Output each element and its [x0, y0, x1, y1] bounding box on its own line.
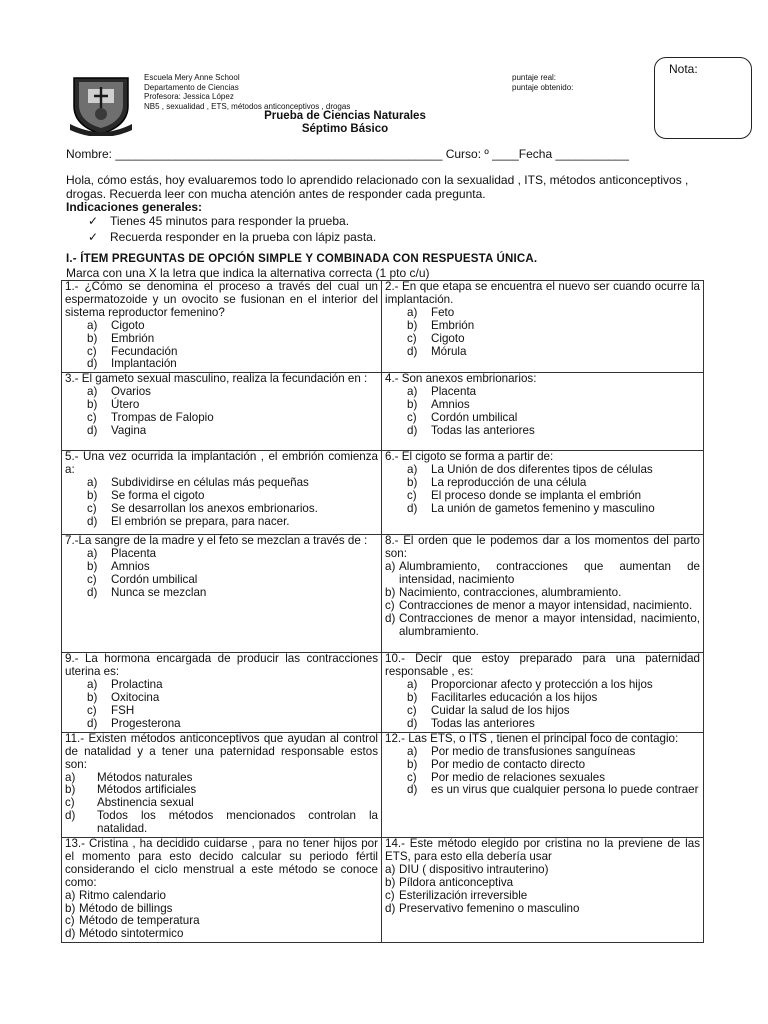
answer-option[interactable] [385, 877, 700, 890]
option-letter: a) [407, 305, 418, 319]
option-text: Método de billings [79, 901, 173, 915]
option-text: Ovarios [111, 385, 151, 399]
option-letter: d) [87, 716, 98, 730]
option-letter: c) [385, 598, 395, 612]
question-cell-14 [382, 838, 704, 943]
question-row [62, 732, 704, 837]
option-text: Feto [431, 305, 455, 319]
answer-option[interactable] [385, 864, 700, 877]
option-letter: b) [407, 398, 418, 412]
answer-option[interactable] [385, 561, 700, 587]
question-text: 7.-La sangre de la madre y el feto se mezclan a través de : [65, 534, 368, 548]
option-letter: a) [407, 463, 418, 477]
score-real-label: puntaje real: [512, 73, 557, 82]
option-letter: a) [407, 385, 418, 399]
answer-options [87, 477, 378, 529]
option-text: Abstinencia sexual [97, 796, 194, 810]
answer-option[interactable] [87, 358, 378, 371]
option-letter: d) [87, 585, 98, 599]
answer-options [65, 890, 378, 942]
answer-option[interactable] [87, 718, 378, 731]
option-text: Métodos artificiales [97, 783, 197, 797]
option-letter: c) [87, 501, 97, 515]
option-letter: d) [385, 611, 396, 625]
teacher: Profesora: Jessica López [144, 92, 234, 102]
option-text: Por medio de relaciones sexuales [431, 770, 606, 784]
answer-option[interactable] [385, 587, 700, 600]
score-obtained-label: puntaje obtenido: [512, 83, 574, 92]
option-text: Píldora anticonceptiva [399, 875, 514, 889]
option-text: Embrión [111, 331, 155, 345]
option-letter: b) [87, 398, 98, 412]
question-cell-7 [62, 535, 382, 653]
checkmark-icon: ✓ [88, 214, 99, 228]
option-text: La Unión de dos diferentes tipos de células [431, 463, 653, 477]
option-letter: c) [407, 770, 417, 784]
school-name: Escuela Mery Anne School [144, 73, 240, 82]
question-text: 9.- La hormona encargada de producir las contracciones uterina es: [65, 652, 378, 679]
option-letter: a) [65, 770, 76, 784]
question-text: 6.- El cigoto se forma a partir de: [385, 450, 554, 464]
option-text: Método sintotermico [79, 927, 184, 941]
option-letter: d) [407, 783, 418, 797]
option-letter: c) [87, 411, 97, 425]
answer-options [385, 561, 700, 638]
answer-option[interactable] [87, 320, 378, 333]
section-instruction: Marca con una X la letra que indica la alternativa correcta (1 pto c/u) [66, 266, 430, 280]
question-cell-5 [62, 451, 382, 535]
option-text: Trompas de Falopio [111, 411, 214, 425]
option-letter: d) [407, 501, 418, 515]
option-letter: a) [65, 888, 76, 902]
option-letter: a) [385, 862, 396, 876]
answer-option[interactable] [385, 903, 700, 916]
option-letter: c) [87, 573, 97, 587]
option-text: Placenta [111, 547, 157, 561]
answer-option[interactable] [65, 928, 378, 941]
option-letter: c) [87, 344, 97, 358]
question-row [62, 535, 704, 653]
answer-options [87, 548, 378, 600]
question-cell-2 [382, 281, 704, 373]
option-letter: d) [65, 809, 76, 823]
answer-options [407, 679, 700, 731]
answer-options [407, 746, 700, 798]
option-text: Embrión [431, 318, 475, 332]
question-cell-11 [62, 732, 382, 837]
grade-label: Nota: [669, 62, 698, 76]
question-cell-13 [62, 838, 382, 943]
answer-option[interactable] [407, 759, 700, 772]
option-text: Implantación [111, 357, 177, 371]
answer-option[interactable] [385, 600, 700, 613]
answer-option[interactable] [407, 346, 700, 359]
option-letter: b) [87, 560, 98, 574]
answer-option[interactable] [407, 503, 700, 516]
option-letter: b) [407, 691, 418, 705]
question-cell-10 [382, 653, 704, 732]
option-letter: c) [407, 489, 417, 503]
indications-list [88, 213, 376, 245]
answer-options [87, 679, 378, 731]
option-letter: d) [87, 514, 98, 528]
option-text: Subdividirse en células más pequeñas [111, 476, 309, 490]
option-text: Cordón umbilical [111, 573, 198, 587]
questions-table [61, 280, 704, 943]
exam-subtitle: Séptimo Básico [301, 123, 389, 135]
option-text: Todas las anteriores [431, 423, 535, 437]
option-text: La unión de gametos femenino y masculino [431, 501, 655, 515]
answer-option[interactable] [407, 718, 700, 731]
option-text: Útero [111, 398, 140, 412]
answer-option[interactable] [407, 333, 700, 346]
section-title: I.- ÍTEM PREGUNTAS DE OPCIÓN SIMPLE Y COMBINADA CON RESPUESTA ÚNICA. [66, 253, 538, 265]
option-letter: b) [407, 476, 418, 490]
question-row [62, 281, 704, 373]
answer-option[interactable] [65, 810, 378, 836]
answer-option[interactable] [87, 425, 378, 438]
option-text: Cordón umbilical [431, 411, 518, 425]
option-letter: b) [385, 875, 396, 889]
option-text: El embrión se prepara, para nacer. [111, 514, 290, 528]
option-letter: d) [407, 423, 418, 437]
option-text: Facilitarles educación a los hijos [431, 691, 598, 705]
option-text: es un virus que cualquier persona lo puede contraer [431, 783, 699, 797]
answer-option[interactable] [87, 587, 378, 600]
option-letter: d) [87, 423, 98, 437]
answer-option[interactable] [407, 425, 700, 438]
question-row [62, 451, 704, 535]
answer-options [87, 320, 378, 372]
option-letter: d) [407, 716, 418, 730]
option-letter: b) [65, 783, 76, 797]
answer-option[interactable] [407, 705, 700, 718]
option-text: Nacimiento, contracciones, alumbramiento. [399, 585, 622, 599]
student-info-line[interactable]: Nombre: _________________________________________________ Curso: º ____Fecha ___________ [66, 147, 629, 161]
option-text: Vagina [111, 423, 147, 437]
option-letter: a) [87, 678, 98, 692]
answer-options [385, 864, 700, 916]
question-cell-9 [62, 653, 382, 732]
option-text: Se desarrollan los anexos embrionarios. [111, 501, 318, 515]
option-text: Por medio de contacto directo [431, 757, 586, 771]
option-text: Preservativo femenino o masculino [399, 901, 580, 915]
option-text: Mórula [431, 344, 467, 358]
question-text: 14.- Este método elegido por cristina no la previene de las ETS, para esto ella debería usar [385, 837, 700, 863]
department: Departamento de Ciencias [144, 82, 239, 92]
indications-title: Indicaciones generales: [66, 200, 203, 214]
intro-paragraph: Hola, cómo estás, hoy evaluaremos todo lo aprendido relacionado con la sexualidad , ITS, métodos anticonceptivos , drogas. Recuerda leer con mucha atención antes de responder cada pregunta. [66, 173, 689, 201]
option-text: Todas las anteriores [431, 716, 535, 730]
option-letter: b) [65, 901, 76, 915]
answer-option[interactable] [87, 503, 378, 516]
answer-option[interactable] [385, 890, 700, 903]
option-text: Contracciones de menor a mayor intensidad, nacimiento, alumbramiento. [399, 611, 700, 638]
checkmark-icon: ✓ [88, 230, 99, 244]
option-letter: c) [385, 888, 395, 902]
option-text: Alumbramiento, contracciones que aumentan de intensidad, nacimiento [399, 560, 700, 587]
question-text: 10.- Decir que estoy preparado para una paternidad responsable , es: [385, 652, 700, 679]
option-text: Contracciones de menor a mayor intensidad, nacimiento. [399, 598, 693, 612]
question-text: 5.- Una vez ocurrida la implantación , el embrión comienza a: [65, 450, 378, 477]
question-text: 8.- El orden que le podemos dar a los momentos del parto son: [385, 534, 700, 561]
question-row [62, 838, 704, 943]
option-letter: a) [407, 678, 418, 692]
school-crest-logo [70, 72, 132, 136]
option-letter: a) [87, 547, 98, 561]
option-letter: d) [65, 927, 76, 941]
question-row [62, 373, 704, 451]
question-cell-6 [382, 451, 704, 535]
option-text: Cigoto [431, 331, 465, 345]
grade-box[interactable] [654, 57, 752, 139]
option-text: Método de temperatura [79, 914, 200, 928]
option-text: Amnios [111, 560, 150, 574]
question-cell-8 [382, 535, 704, 653]
option-letter: a) [87, 385, 98, 399]
option-letter: a) [87, 318, 98, 332]
answer-option[interactable] [407, 784, 700, 797]
exam-title-block [200, 110, 490, 136]
answer-options [407, 464, 700, 516]
option-letter: c) [65, 914, 75, 928]
option-text: Progesterona [111, 716, 181, 730]
school-info [144, 73, 350, 111]
option-letter: a) [385, 560, 396, 574]
question-cell-3 [62, 373, 382, 451]
option-text: Se forma el cigoto [111, 489, 205, 503]
answer-option[interactable] [87, 705, 378, 718]
option-letter: b) [87, 691, 98, 705]
indication-item: ✓ Recuerda responder en la prueba con lápiz pasta. [88, 230, 377, 244]
option-text: Métodos naturales [97, 770, 193, 784]
indication-item: ✓ Tienes 45 minutos para responder la prueba. [88, 214, 350, 228]
option-text: Amnios [431, 398, 470, 412]
option-text: Cuidar la salud de los hijos [431, 703, 570, 717]
option-letter: c) [407, 703, 417, 717]
option-letter: b) [87, 489, 98, 503]
question-text: 12.- Las ETS, o ITS , tienen el principal foco de contagio: [385, 731, 679, 745]
question-text: 2.- En que etapa se encuentra el nuevo ser cuando ocurre la implantación. [385, 280, 700, 306]
option-letter: c) [65, 796, 75, 810]
option-letter: b) [87, 331, 98, 345]
question-cell-1 [62, 281, 382, 373]
question-text: 13.- Cristina , ha decidido cuidarse , para no tener hijos por el momento para esto decido calcular su periodo fértil considerando el ciclo menstrual a este método se conoce como: [65, 837, 378, 889]
option-text: Nunca se mezclan [111, 585, 207, 599]
answer-option[interactable] [87, 333, 378, 346]
option-text: Cigoto [111, 318, 145, 332]
option-text: Esterilización irreversible [399, 888, 528, 902]
question-row [62, 653, 704, 732]
option-letter: a) [407, 744, 418, 758]
option-text: Por medio de transfusiones sanguíneas [431, 744, 636, 758]
answer-option[interactable] [407, 746, 700, 759]
question-text: 3.- El gameto sexual masculino, realiza la fecundación en : [65, 372, 368, 386]
answer-option[interactable] [87, 516, 378, 529]
option-text: Placenta [431, 385, 477, 399]
option-text: Oxitocina [111, 691, 160, 705]
exam-title: Prueba de Ciencias Naturales [264, 110, 426, 122]
answer-option[interactable] [407, 320, 700, 333]
answer-option[interactable] [65, 890, 378, 903]
option-letter: d) [407, 344, 418, 358]
option-text: Ritmo calendario [79, 888, 166, 902]
answer-options [65, 772, 378, 837]
question-text: 4.- Son anexos embrionarios: [385, 372, 537, 386]
option-letter: c) [87, 703, 97, 717]
answer-options [407, 386, 700, 438]
option-letter: c) [407, 331, 417, 345]
option-letter: b) [385, 585, 396, 599]
question-text: 1.- ¿Cómo se denomina el proceso a través del cual un espermatozoide y un ovocito se fusionan en el interior del sistema reproductor femenino? [65, 280, 378, 319]
option-text: Fecundación [111, 344, 178, 358]
option-letter: d) [87, 357, 98, 371]
answer-options [87, 386, 378, 438]
course-topics: NB5 , sexualidad , ETS, métodos anticonceptivos , drogas [144, 101, 351, 111]
option-letter: b) [407, 318, 418, 332]
answer-option[interactable] [407, 307, 700, 320]
option-letter: b) [407, 757, 418, 771]
option-text: Prolactina [111, 678, 163, 692]
answer-options [407, 307, 700, 359]
option-letter: a) [87, 476, 98, 490]
question-text: 11.- Existen métodos anticonceptivos que ayudan al control de natalidad y a tener una paternidad responsable estos son: [65, 731, 378, 771]
option-text: El proceso donde se implanta el embrión [431, 489, 642, 503]
option-text: DIU ( dispositivo intrauterino) [399, 862, 549, 876]
answer-option[interactable] [385, 613, 700, 639]
option-text: Todos los métodos mencionados controlan la natalidad. [97, 809, 378, 836]
option-text: FSH [111, 703, 135, 717]
score-block [512, 73, 573, 93]
option-text: Proporcionar afecto y protección a los hijos [431, 678, 653, 692]
option-letter: c) [407, 411, 417, 425]
option-letter: d) [385, 901, 396, 915]
question-cell-4 [382, 373, 704, 451]
question-cell-12 [382, 732, 704, 837]
option-text: La reproducción de una célula [431, 476, 587, 490]
